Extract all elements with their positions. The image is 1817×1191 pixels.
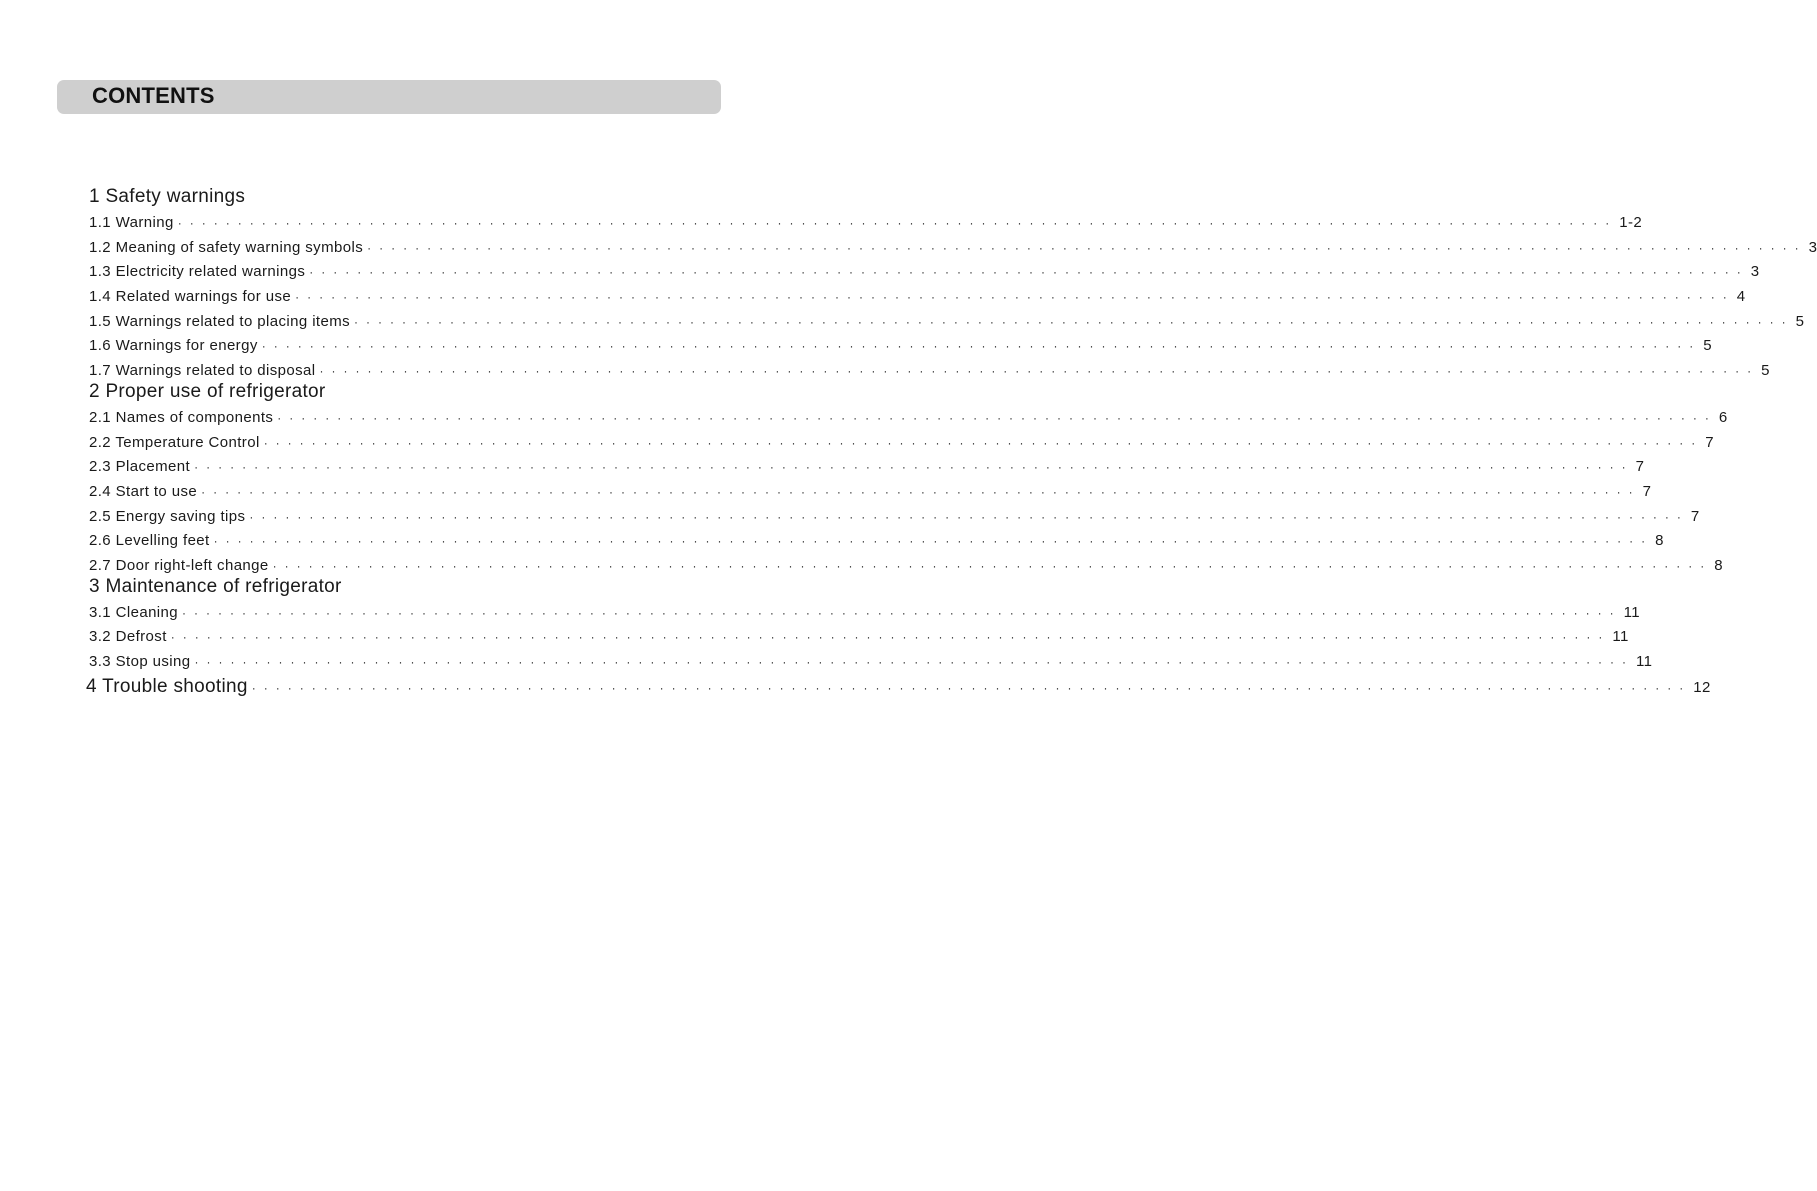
toc-section-1 bbox=[89, 183, 1817, 384]
toc-entry-2-4[interactable] bbox=[89, 480, 1652, 505]
toc-entry-2-2[interactable] bbox=[89, 431, 1714, 456]
dot-leader: ························································································································ bbox=[170, 630, 1611, 645]
toc-entry-3-3[interactable] bbox=[89, 650, 1653, 675]
toc-entry-label: 1.4 Related warnings for use bbox=[89, 288, 292, 306]
toc-entry-page: 11 bbox=[1623, 603, 1640, 621]
toc-section-2 bbox=[89, 378, 1728, 579]
dot-leader: ························································································································ bbox=[194, 460, 1634, 475]
toc-entry-page: 8 bbox=[1655, 532, 1664, 550]
toc-entry-label: 1.6 Warnings for energy bbox=[89, 337, 258, 355]
dot-leader: ························································································································ bbox=[272, 558, 1713, 573]
toc-entry-2-3[interactable] bbox=[89, 455, 1645, 480]
dot-leader: ························································································································ bbox=[367, 240, 1807, 255]
toc-entry-label: 1.1 Warning bbox=[89, 214, 174, 231]
dot-leader: ························································································································ bbox=[295, 290, 1735, 305]
toc-entry-label: 3.3 Stop using bbox=[89, 653, 191, 670]
toc-entry-page: 3 bbox=[1808, 238, 1817, 256]
contents-header-bar bbox=[57, 80, 721, 114]
toc-entry-label: 2.4 Start to use bbox=[89, 482, 198, 500]
toc-entry-page: 7 bbox=[1705, 433, 1714, 451]
toc-entry-page: 3 bbox=[1750, 263, 1760, 281]
toc-entry-page: 6 bbox=[1718, 408, 1728, 426]
toc-entry-label: 2.3 Placement bbox=[89, 458, 191, 476]
table-of-contents bbox=[86, 183, 1817, 699]
toc-entry-2-5[interactable] bbox=[89, 505, 1700, 530]
toc-entry-1-3[interactable] bbox=[89, 260, 1760, 285]
dot-leader: ························································································································ bbox=[319, 364, 1760, 379]
toc-entry-page: 11 bbox=[1636, 653, 1653, 670]
toc-entry-2-6[interactable] bbox=[89, 529, 1664, 554]
page-title: CONTENTS bbox=[92, 83, 215, 108]
toc-entry-page: 7 bbox=[1642, 482, 1652, 500]
toc-entry-label: 2.5 Energy saving tips bbox=[89, 507, 246, 525]
toc-entry-1-4[interactable] bbox=[89, 285, 1746, 310]
toc-entry-1-2[interactable] bbox=[89, 236, 1817, 261]
dot-leader: ························································································································ bbox=[263, 435, 1704, 450]
toc-entry-page: 7 bbox=[1690, 507, 1700, 525]
toc-entry-page: 5 bbox=[1761, 362, 1770, 380]
toc-entry-page: 12 bbox=[1693, 678, 1711, 696]
toc-entry-label: 1.2 Meaning of safety warning symbols bbox=[89, 238, 364, 256]
toc-entry-label: 1.3 Electricity related warnings bbox=[89, 263, 306, 281]
toc-entry-label: 2.6 Levelling feet bbox=[89, 532, 210, 550]
toc-entry-label: 1.5 Warnings related to placing items bbox=[89, 312, 351, 330]
toc-entry-label: 3.1 Cleaning bbox=[89, 603, 179, 621]
toc-section-3 bbox=[89, 573, 1653, 675]
toc-entry-page: 1-2 bbox=[1619, 214, 1643, 231]
toc-entry-label: 2.7 Door right-left change bbox=[89, 556, 269, 574]
dot-leader: ························································································································ bbox=[309, 265, 1749, 280]
dot-leader: ························································································································ bbox=[251, 680, 1692, 695]
toc-entry-label: 2.1 Names of components bbox=[89, 408, 274, 426]
toc-entry-1-1[interactable] bbox=[89, 211, 1643, 236]
toc-entry-3-2[interactable] bbox=[89, 625, 1629, 650]
dot-leader: ························································································································ bbox=[194, 655, 1635, 669]
toc-entry-label: 4 Trouble shooting bbox=[86, 675, 248, 697]
dot-leader: ························································································································ bbox=[177, 216, 1618, 230]
toc-entry-2-1[interactable] bbox=[89, 406, 1728, 431]
toc-entry-page: 5 bbox=[1795, 312, 1805, 330]
toc-entry-page: 11 bbox=[1612, 628, 1629, 646]
dot-leader: ························································································································ bbox=[182, 605, 1622, 620]
toc-entry-page: 8 bbox=[1714, 556, 1723, 574]
dot-leader: ························································································································ bbox=[201, 484, 1641, 499]
toc-entry-1-5[interactable] bbox=[89, 310, 1805, 335]
toc-entry-page: 4 bbox=[1736, 288, 1746, 306]
dot-leader: ························································································································ bbox=[354, 314, 1794, 329]
dot-leader: ························································································································ bbox=[277, 410, 1717, 425]
toc-entry-label: 3.2 Defrost bbox=[89, 628, 167, 646]
toc-entry-label: 2.2 Temperature Control bbox=[89, 433, 260, 451]
section-heading-maintenance: 3 Maintenance of refrigerator bbox=[89, 575, 342, 597]
toc-entry-page: 5 bbox=[1703, 337, 1713, 355]
toc-entry-1-6[interactable] bbox=[89, 334, 1713, 359]
toc-entry-label: 1.7 Warnings related to disposal bbox=[89, 362, 316, 380]
section-heading-proper-use: 2 Proper use of refrigerator bbox=[89, 380, 326, 402]
toc-entry-3-1[interactable] bbox=[89, 601, 1640, 626]
toc-entry-page: 7 bbox=[1635, 458, 1645, 476]
section-heading-safety-warnings: 1 Safety warnings bbox=[89, 186, 246, 207]
dot-leader: ························································································································ bbox=[213, 534, 1654, 549]
toc-entry-trouble-shooting[interactable] bbox=[86, 675, 1711, 699]
dot-leader: ························································································································ bbox=[261, 339, 1702, 354]
dot-leader: ························································································································ bbox=[249, 509, 1689, 524]
